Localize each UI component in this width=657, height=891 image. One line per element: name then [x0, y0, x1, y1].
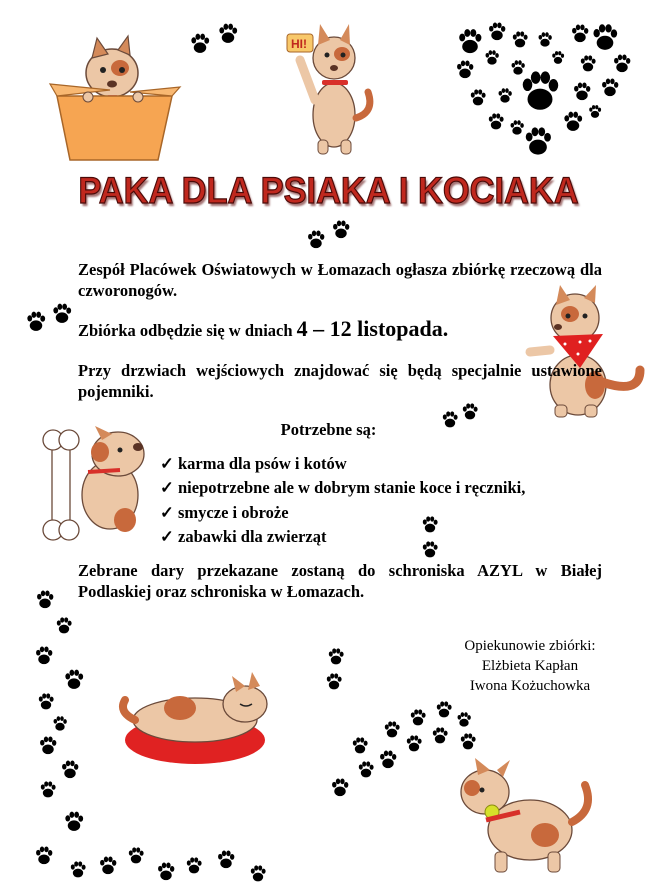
- containers-paragraph: Przy drzwiach wejściowych znajdować się będą specjalnie ustawione pojemniki.: [78, 361, 602, 401]
- paw-print-heart: [457, 23, 630, 155]
- intro-paragraph: Zespół Placówek Oświatowych w Łomazach ogłasza zbiórkę rzeczową dla czworonogów.: [78, 260, 602, 300]
- check-icon: ✓: [160, 478, 174, 498]
- check-icon: ✓: [160, 502, 174, 522]
- organizers-heading: Opiekunowie zbiórki:: [464, 638, 596, 654]
- list-item: ✓ niepotrzebne ale w dobrym stanie koce i ręczniki,: [160, 476, 525, 500]
- poster-title: PAKA DLA PSIAKA I KOCIAKA: [78, 170, 579, 211]
- organizer-name: Iwona Kożuchowka: [469, 678, 591, 694]
- check-icon: ✓: [160, 526, 174, 546]
- list-item: ✓ zabawki dla zwierząt: [160, 525, 525, 549]
- donation-paragraph: Zebrane dary przekazane zostaną do schroniska AZYL w Białej Podlaskiej oraz schroniska w Łomazach.: [78, 561, 602, 601]
- dates-paragraph: [78, 318, 602, 341]
- dates-value: 4 – 12 listopada.: [296, 316, 449, 341]
- hi-sign: HI!: [291, 37, 307, 51]
- check-icon: ✓: [160, 454, 174, 473]
- list-item: ✓ smycze i obroże: [160, 501, 525, 525]
- dates-prefix: Zbiórka odbędzie się w dniach: [78, 321, 297, 340]
- sleeping-dog-illustration: [123, 672, 267, 764]
- dog-with-bone-illustration: [43, 426, 144, 540]
- dog-in-box-illustration: [50, 36, 180, 160]
- organizers-block: [440, 636, 620, 696]
- paw-trail-right: [332, 701, 476, 796]
- organizer-name: Elżbieta Kapłan: [481, 658, 579, 674]
- list-item: ✓ karma dla psów i kotów: [160, 452, 525, 476]
- dog-with-ball-illustration: [461, 758, 588, 872]
- waving-dog-illustration: [287, 24, 370, 154]
- needed-list: [160, 452, 525, 549]
- needed-heading: Potrzebne są:: [280, 420, 377, 439]
